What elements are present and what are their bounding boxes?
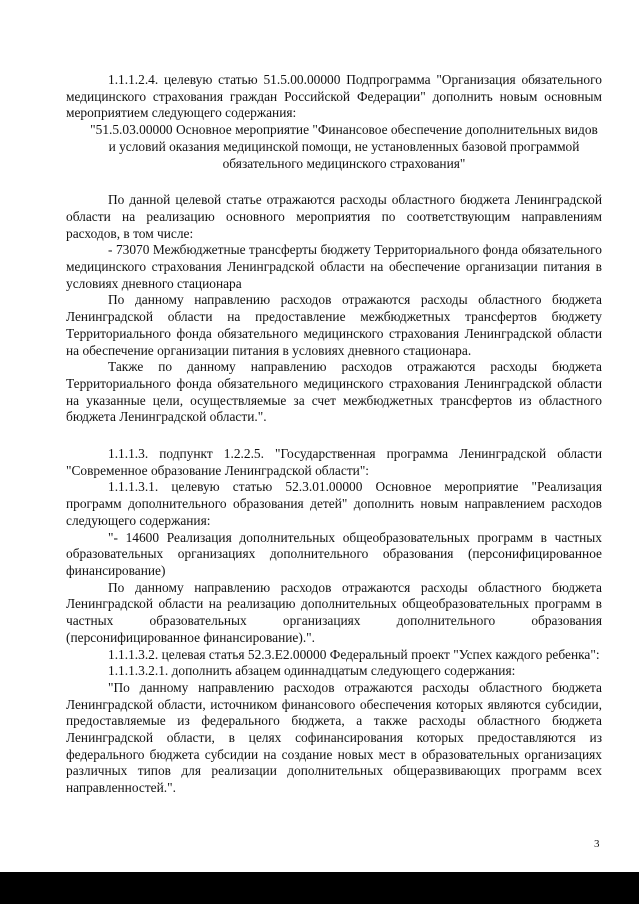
paragraph-14600-expenses: По данному направлению расходов отражаются расходы областного бюджета Ленинградской области на реализацию дополнительных общеобразовательных программ в частных образовательных организациях дополнительного образования (персонифицированное финансирование).". bbox=[66, 579, 602, 645]
paragraph-73070-fund-expenses: Также по данному направлению расходов отражаются расходы бюджета Территориального фонда обязательного медицинского страхования Ленинградской области на указанные цели, осуществляемые за счет межбюджетных трансфертов из областного бюджета Ленинградской области.". bbox=[66, 359, 602, 425]
paragraph-main-event-51-5-03: "51.5.03.00000 Основное мероприятие "Финансовое обеспечение дополнительных видов и условий оказания медицинской помощи, не установленных базовой программой обязательного медицинского страхования" bbox=[90, 122, 598, 171]
paragraph-target-article-expenses: По данной целевой статье отражаются расходы областного бюджета Ленинградской области на реализацию основного мероприятия по соответствующим направлениям расходов, в том числе: bbox=[66, 192, 602, 241]
paragraph-1-1-1-3-1: 1.1.1.3.1. целевую статью 52.3.01.00000 Основное мероприятие "Реализация программ дополнительного образования детей" дополнить новым направлением расходов следующего содержания: bbox=[66, 479, 602, 528]
paragraph-73070-transfers: - 73070 Межбюджетные трансферты бюджету Территориального фонда обязательного медицинского страхования Ленинградской области на обеспечение организации питания в условиях дневного стационара bbox=[66, 242, 602, 291]
paragraph-73070-expenses: По данному направлению расходов отражаются расходы областного бюджета Ленинградской области на предоставление межбюджетных трансфертов бюджету Территориального фонда обязательного медицинского страхования Ленинградской области на обеспечение организации питания в условиях дневного стационара. bbox=[66, 292, 602, 358]
paragraph-spacer bbox=[66, 426, 602, 446]
paragraph-1-1-1-3-2-1: 1.1.1.3.2.1. дополнить абзацем одиннадцатым следующего содержания: bbox=[108, 663, 516, 679]
paragraph-14600-programs: "- 14600 Реализация дополнительных общеобразовательных программ в частных образовательных организациях дополнительного образования (персонифицированное финансирование) bbox=[66, 529, 602, 578]
scan-border bbox=[0, 872, 639, 904]
paragraph-federal-subsidies: "По данному направлению расходов отражаются расходы областного бюджета Ленинградской области, источником финансового обеспечения которых являются субсидии, предоставляемые из федерального бюджета, а также расходы областного бюджета Ленинградской области, в целях софинансирования которых предоставляются из федерального бюджета субсидии на создание новых мест в образовательных организациях различных типов для реализации дополнительных общеразвивающих программ всех направленностей.". bbox=[66, 679, 602, 796]
paragraph-1-1-1-3: 1.1.1.3. подпункт 1.2.2.5. "Государственная программа Ленинградской области "Современное образование Ленинградской области": bbox=[66, 446, 602, 478]
paragraph-1-1-1-3-2: 1.1.1.3.2. целевая статья 52.3.Е2.00000 Федеральный проект "Успех каждого ребенка": bbox=[108, 646, 600, 662]
page-number: 3 bbox=[594, 838, 600, 850]
paragraph-spacer bbox=[66, 172, 602, 192]
paragraph-1-1-1-2-4: 1.1.1.2.4. целевую статью 51.5.00.00000 Подпрограмма "Организация обязательного медицинского страхования граждан Российской Федерации" дополнить новым основным мероприятием следующего содержания: bbox=[66, 72, 602, 121]
document-body bbox=[66, 72, 602, 797]
